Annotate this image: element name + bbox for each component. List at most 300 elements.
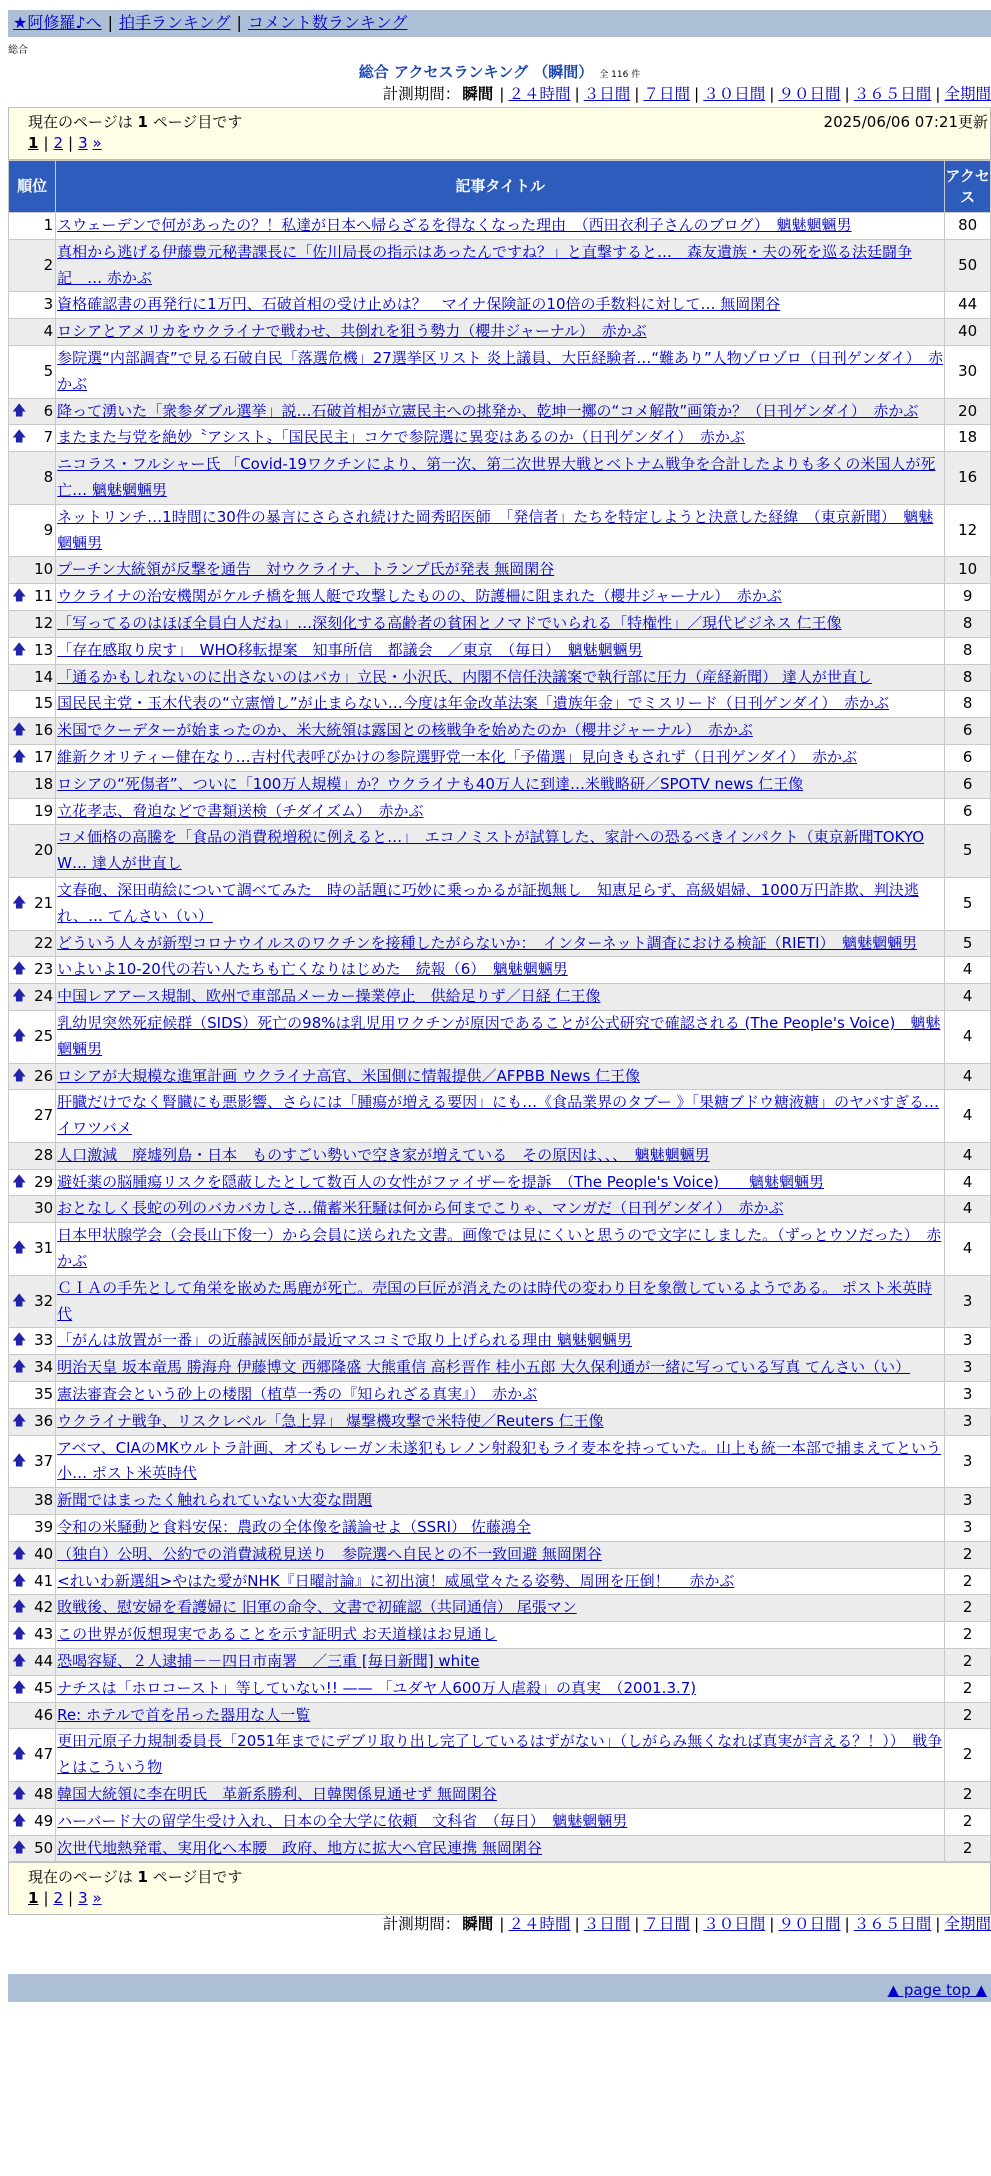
rank-number: 35 <box>34 1385 54 1404</box>
article-title-link[interactable]: 立花孝志、脅迫などで書類送検（チダイズム） 赤かぶ <box>57 801 424 820</box>
rank-up-arrow-icon: 🡅 <box>12 1292 27 1309</box>
article-title-link[interactable]: 降って湧いた「衆参ダブル選挙」説…石破首相が立憲民主への挑発か、乾坤一擲の“コメ解散”画策か？（日刊ゲンダイ） 赤かぶ <box>57 401 919 420</box>
rank-number: 48 <box>34 1785 54 1804</box>
article-title-link[interactable]: 乳幼児突然死症候群（SIDS）死亡の98%は乳児用ワクチンが原因であることが公式研究で確認される (The People's Voice) 魑魅魍魎男 <box>57 1013 941 1058</box>
rank-number: 10 <box>34 560 54 579</box>
table-row <box>9 798 991 825</box>
title-cell <box>56 877 945 930</box>
access-count: 4 <box>945 957 991 984</box>
divider: | <box>935 1915 941 1934</box>
divider: | <box>769 85 775 103</box>
rank-number: 30 <box>34 1199 54 1218</box>
page-title <box>8 63 991 85</box>
access-count: 4 <box>945 984 991 1011</box>
table-row <box>9 1649 991 1676</box>
article-title-link[interactable]: いよいよ10-20代の若い人たちも亡くなりはじめた 続報（6） 魑魅魍魎男 <box>57 960 568 979</box>
period-option[interactable]: ２４時間 <box>508 1915 571 1934</box>
rank-cell <box>9 1063 56 1090</box>
rank-cell <box>9 744 56 771</box>
article-title-link[interactable]: 新聞ではまったく触れられていない大変な問題 <box>57 1491 373 1510</box>
article-title-link[interactable]: ハーバード大の留学生受け入れ、日本の全大学に依頼 文科省 （毎日） 魑魅魍魎男 <box>57 1811 628 1830</box>
total-count: 全 116 件 <box>599 70 641 80</box>
access-count: 18 <box>945 425 991 452</box>
title-cell <box>56 930 945 957</box>
page-suffix: ページ目です <box>152 1868 243 1887</box>
pager-link[interactable]: 1 <box>28 134 39 152</box>
title-cell <box>56 1223 945 1276</box>
table-row <box>9 1595 991 1622</box>
page-prefix: 現在のページは <box>28 112 133 131</box>
title-cell <box>56 398 945 425</box>
article-title-link[interactable]: 明治天皇 坂本竜馬 勝海舟 伊藤博文 西郷隆盛 大熊重信 高杉晋作 桂小五郎 大久保利通が一緒に写っている写真 てんさい（い） <box>57 1358 911 1377</box>
table-row <box>9 1223 991 1276</box>
table-row <box>9 957 991 984</box>
title-cell <box>56 1488 945 1515</box>
rank-number: 33 <box>34 1331 54 1350</box>
home-link[interactable]: ★阿修羅♪へ <box>13 13 102 32</box>
pager-link[interactable]: 3 <box>78 134 88 152</box>
title-cell <box>56 213 945 240</box>
pager-link[interactable]: 2 <box>53 1889 64 1908</box>
article-title-link[interactable]: 「がんは放置が一番」の近藤誠医師が最近マスコミで取り上げられる理由 魑魅魍魎男 <box>57 1331 632 1350</box>
pager-link[interactable]: 3 <box>78 1889 88 1908</box>
rank-number: 18 <box>34 774 54 793</box>
table-row <box>9 1169 991 1196</box>
divider: | <box>107 13 113 32</box>
article-title-link[interactable]: ロシアとアメリカをウクライナで戦わせ、共倒れを狙う勢力（櫻井ジャーナル） 赤かぶ <box>57 322 647 341</box>
access-count: 2 <box>945 1649 991 1676</box>
rank-cell <box>9 771 56 798</box>
access-count: 3 <box>945 1435 991 1488</box>
table-row <box>9 1010 991 1063</box>
divider: | <box>499 85 505 103</box>
rank-number: 17 <box>34 747 54 766</box>
period-option[interactable]: ３日間 <box>583 85 631 103</box>
rank-up-arrow-icon: 🡅 <box>12 588 27 605</box>
comment-ranking-link[interactable]: コメント数ランキング <box>247 13 408 32</box>
divider: | <box>43 134 49 152</box>
article-title-link[interactable]: 日本甲状腺学会（会長山下俊一）から会員に送られた文書。画像では見にくいと思うので文字にしました。（ずっとウソだった） 赤かぶ <box>57 1226 942 1271</box>
article-title-link[interactable]: 米国でクーデターが始まったのか、米大統領は露国との核戦争を始めたのか（櫻井ジャーナル） 赤かぶ <box>57 721 753 740</box>
title-cell <box>56 691 945 718</box>
rank-number: 1 <box>43 216 54 234</box>
rank-up-arrow-icon: 🡅 <box>12 1240 27 1257</box>
pager-link[interactable]: 2 <box>53 134 64 152</box>
access-count: 3 <box>945 1328 991 1355</box>
rank-cell <box>9 1702 56 1729</box>
rank-number: 45 <box>34 1678 54 1697</box>
rank-number: 25 <box>34 1026 54 1045</box>
access-count: 3 <box>945 1515 991 1542</box>
article-title-link[interactable]: コメ価格の高騰を「食品の消費税増税に例えると…」 エコノミストが試算した、家計への恐るべきインパクト（東京新聞TOKYO W… 達人が世直し <box>57 828 925 873</box>
table-row <box>9 1275 991 1328</box>
title-cell <box>56 1063 945 1090</box>
table-row <box>9 1408 991 1435</box>
title-cell <box>56 1622 945 1649</box>
title-cell <box>56 1408 945 1435</box>
rank-number: 41 <box>34 1571 54 1590</box>
period-option[interactable]: ３６５日間 <box>853 85 932 103</box>
period-option[interactable]: ２４時間 <box>508 85 571 103</box>
period-option[interactable]: ３０日間 <box>703 85 766 103</box>
table-row <box>9 1515 991 1542</box>
title-cell <box>56 1196 945 1223</box>
article-title-link[interactable]: またまた与党を絶妙〝アシスト〟「国民民主」コケで参院選に異変はあるのか（日刊ゲンダイ） 赤かぶ <box>57 428 745 447</box>
period-option[interactable]: ７日間 <box>643 85 690 103</box>
period-selector-top <box>8 85 991 107</box>
table-row <box>9 1835 991 1862</box>
period-current: 瞬間 <box>462 1915 494 1934</box>
article-title-link[interactable]: 中国レアアース規制、欧州で車部品メーカー操業停止 供給足りず／日経 仁王像 <box>57 987 601 1006</box>
divider: | <box>634 1915 640 1934</box>
access-count: 40 <box>945 319 991 346</box>
access-count: 8 <box>945 610 991 637</box>
divider: | <box>574 1915 580 1934</box>
period-current: 瞬間 <box>462 85 494 103</box>
rank-up-arrow-icon: 🡅 <box>12 722 27 739</box>
article-title-link[interactable]: 避妊薬の脳腫瘍リスクを隠蔽したとして数百人の女性がファイザーを提訴 （The People's Voice) 魑魅魍魎男 <box>57 1172 825 1191</box>
ranking-table <box>8 160 991 1862</box>
article-title-link[interactable]: 人口激減 廃墟列島・日本 ものすごい勢いで空き家が増えている その原因は、、、 魑魅魍魎男 <box>57 1145 710 1164</box>
col-rank-header: 順位 <box>9 161 56 213</box>
rank-cell <box>9 1729 56 1782</box>
article-title-link[interactable]: ナチスは「ホロコースト」等していない!! —— 「ユダヤ人600万人虐殺」の真実 （2001.3.7) <box>57 1678 697 1697</box>
article-title-link[interactable]: 韓国大統領に李在明氏 革新系勝利、日韓関係見通せず 無岡閑谷 <box>57 1785 497 1804</box>
access-count: 4 <box>945 1142 991 1169</box>
period-option[interactable]: ３日間 <box>583 1915 631 1934</box>
article-title-link[interactable]: プーチン大統領が反撃を通告 対ウクライナ、トランプ氏が発表 無岡閑谷 <box>57 560 555 579</box>
divider: | <box>844 1915 850 1934</box>
rank-number: 37 <box>34 1451 54 1470</box>
rank-cell <box>9 398 56 425</box>
rank-up-arrow-icon: 🡅 <box>12 1653 27 1670</box>
article-title-link[interactable]: 資格確認書の再発行に1万円、石破首相の受け止めは？ マイナ保険証の10倍の手数料に対して… 無岡閑谷 <box>57 295 781 314</box>
rank-cell <box>9 1196 56 1223</box>
rank-cell <box>9 1595 56 1622</box>
title-cell <box>56 1328 945 1355</box>
article-title-link[interactable]: 次世代地熱発電、実用化へ本腰 政府、地方に拡大へ官民連携 無岡閑谷 <box>57 1838 542 1857</box>
pager-next-link[interactable]: » <box>92 1889 102 1908</box>
table-row <box>9 664 991 691</box>
rank-number: 20 <box>34 841 54 860</box>
article-title-link[interactable]: アベマ、CIAのMKウルトラ計画、オズもレーガン未遂犯もレノン射殺犯もライ麦本を持っていた。山上も統一本部で捕まえてという小… ポスト米英時代 <box>57 1438 942 1483</box>
access-count: 2 <box>945 1808 991 1835</box>
rank-number: 26 <box>34 1066 54 1085</box>
rank-cell <box>9 718 56 745</box>
table-row <box>9 771 991 798</box>
article-title-link[interactable]: 文春砲、深田萌絵について調べてみた 時の話題に巧妙に乗っかるが証拠無し 知恵足らず、高級娼婦、1000万円詐欺、判決逃れ、… てんさい（い） <box>57 880 919 925</box>
title-cell <box>56 1808 945 1835</box>
rank-up-arrow-icon: 🡅 <box>12 988 27 1005</box>
rank-cell <box>9 1649 56 1676</box>
rank-cell <box>9 1142 56 1169</box>
access-count: 4 <box>945 1010 991 1063</box>
access-count: 80 <box>945 213 991 240</box>
rank-up-arrow-icon: 🡅 <box>12 748 27 765</box>
article-title-link[interactable]: 参院選“内部調査”で見る石破自民「落選危機」27選挙区リスト 炎上議員、大臣経験者…“難あり”人物ゾロゾロ（日刊ゲンダイ） 赤かぶ <box>57 348 944 393</box>
title-cell <box>56 504 945 557</box>
table-row <box>9 825 991 878</box>
divider: | <box>68 1889 74 1908</box>
table-row <box>9 718 991 745</box>
article-title-link[interactable]: スウェーデンで何があったの？！私達が日本へ帰らざるを得なくなった理由 （西田衣利子さんのブログ） 魑魅魍魎男 <box>57 216 852 234</box>
category-label: 総合 <box>8 45 28 56</box>
title-cell <box>56 1382 945 1409</box>
page-suffix: ページ目です <box>152 112 243 131</box>
table-row <box>9 557 991 584</box>
pager <box>28 134 990 158</box>
rank-number: 13 <box>34 640 54 659</box>
rank-number: 28 <box>34 1145 54 1164</box>
article-title-link[interactable]: 「存在感取り戻す」 WHO移転提案 知事所信 都議会 ／東京 （毎日） 魑魅魍魎男 <box>57 640 643 659</box>
rank-cell <box>9 825 56 878</box>
access-count: 4 <box>945 1169 991 1196</box>
rank-cell <box>9 1010 56 1063</box>
rank-cell <box>9 1223 56 1276</box>
title-cell <box>56 1090 945 1143</box>
updated-timestamp: 2025/06/06 07:21更新 <box>823 112 988 131</box>
access-count: 2 <box>945 1782 991 1809</box>
table-row <box>9 452 991 505</box>
clap-ranking-link[interactable]: 拍手ランキング <box>118 13 231 32</box>
rank-number: 39 <box>34 1518 54 1537</box>
article-title-link[interactable]: ウクライナの治安機関がケルチ橋を無人艇で攻撃したものの、防護柵に阻まれた（櫻井ジャーナル） 赤かぶ <box>57 587 782 606</box>
article-title-link[interactable]: ニコラス・フルシャー氏 「Covid-19ワクチンにより、第一次、第二次世界大戦とベトナム戦争を合計したよりも多くの米国人が死亡… 魑魅魍魎男 <box>57 455 936 499</box>
rank-number: 38 <box>34 1491 54 1510</box>
rank-number: 22 <box>34 933 54 952</box>
rank-cell <box>9 504 56 557</box>
title-cell <box>56 1515 945 1542</box>
rank-number: 16 <box>34 721 54 740</box>
table-row <box>9 984 991 1011</box>
title-cell <box>56 798 945 825</box>
table-row <box>9 1675 991 1702</box>
table-row <box>9 239 991 292</box>
divider: | <box>236 13 242 32</box>
rank-up-arrow-icon: 🡅 <box>12 1452 27 1469</box>
period-label: 計測期間： <box>382 1915 461 1934</box>
title-cell <box>56 292 945 319</box>
period-option[interactable]: ３０日間 <box>703 1915 766 1934</box>
rank-number: 36 <box>34 1411 54 1430</box>
article-title-link[interactable]: <れいわ新選組>やはた愛がNHK『日曜討論』に初出演！威風堂々たる姿勢、周囲を圧倒！ 赤かぶ <box>57 1571 735 1590</box>
access-count: 5 <box>945 930 991 957</box>
title-cell <box>56 1595 945 1622</box>
rank-number: 47 <box>34 1745 54 1764</box>
table-row <box>9 1142 991 1169</box>
article-title-link[interactable]: 恐喝容疑、２人逮捕－－四日市南署 ／三重 [毎日新聞] white <box>57 1652 480 1671</box>
title-cell <box>56 345 945 398</box>
article-title-link[interactable]: 真相から逃げる伊藤豊元秘書課長に「佐川局長の指示はあったんですね？」と直撃すると… 森友遺族・夫の死を巡る法廷闘争記 … 赤かぶ <box>57 242 913 287</box>
article-title-link[interactable]: ロシアの“死傷者”、ついに「100万人規模」か？ウクライナも40万人に到達…米戦略研／SPOTV news 仁王像 <box>57 774 804 793</box>
rank-cell <box>9 319 56 346</box>
period-option[interactable]: ７日間 <box>643 1915 690 1934</box>
rank-cell <box>9 1808 56 1835</box>
access-count: 6 <box>945 744 991 771</box>
rank-number: 8 <box>43 468 54 487</box>
rank-cell <box>9 584 56 611</box>
article-title-link[interactable]: 「写ってるのはほぼ全員白人だね」…深刻化する高齢者の貧困とノマドでいられる「特権性」／現代ビジネス 仁王像 <box>57 613 842 632</box>
rank-cell <box>9 557 56 584</box>
period-option[interactable]: ９０日間 <box>778 85 841 103</box>
title-cell <box>56 425 945 452</box>
article-title-link[interactable]: 国民民主党・玉木代表の“立憲憎し”が止まらない…今度は年金改革法案「遺族年金」でミスリード（日刊ゲンダイ） 赤かぶ <box>57 694 890 713</box>
rank-number: 21 <box>34 893 54 912</box>
article-title-link[interactable]: ロシアが大規模な進軍計画 ウクライナ高官、米国側に情報提供／AFPBB News 仁王像 <box>57 1066 641 1085</box>
pager-next-link[interactable]: » <box>92 134 102 152</box>
rank-up-arrow-icon: 🡅 <box>12 1545 27 1562</box>
table-row <box>9 691 991 718</box>
rank-cell <box>9 213 56 240</box>
access-count: 5 <box>945 877 991 930</box>
table-row <box>9 425 991 452</box>
page-status-row <box>28 1865 990 1889</box>
access-count: 6 <box>945 771 991 798</box>
article-title-link[interactable]: ウクライナ戦争、リスクレベル「急上昇」 爆撃機攻撃で米特使／Reuters 仁王像 <box>57 1411 604 1430</box>
table-row <box>9 1622 991 1649</box>
table-row <box>9 744 991 771</box>
article-title-link[interactable]: どういう人々が新型コロナウイルスのワクチンを接種したがらないか： インターネット調査における検証（RIETI） 魑魅魍魎男 <box>57 933 918 952</box>
access-count: 3 <box>945 1408 991 1435</box>
rank-number: 15 <box>34 694 54 713</box>
article-title-link[interactable]: （独自）公明、公約での消費減税見送り 参院選へ自民との不一致回避 無岡閑谷 <box>57 1544 602 1563</box>
page-status <box>28 1868 242 1887</box>
rank-number: 44 <box>34 1652 54 1671</box>
access-count: 8 <box>945 637 991 664</box>
rank-cell <box>9 452 56 505</box>
rank-up-arrow-icon: 🡅 <box>12 1626 27 1643</box>
rank-up-arrow-icon: 🡅 <box>12 429 27 446</box>
rank-number: 40 <box>34 1544 54 1563</box>
rank-number: 7 <box>43 428 54 447</box>
rank-number: 6 <box>43 401 54 420</box>
rank-number: 27 <box>34 1106 54 1125</box>
access-count: 2 <box>945 1675 991 1702</box>
rank-cell <box>9 1090 56 1143</box>
rank-cell <box>9 1488 56 1515</box>
rank-cell <box>9 664 56 691</box>
access-count: 4 <box>945 1196 991 1223</box>
access-count: 4 <box>945 1090 991 1143</box>
top-nav-bar <box>8 10 991 37</box>
col-access-header: アクセス <box>945 161 991 213</box>
title-cell <box>56 1169 945 1196</box>
current-page-number: 1 <box>137 112 148 131</box>
rank-number: 34 <box>34 1358 54 1377</box>
title-cell <box>56 452 945 505</box>
table-row <box>9 1729 991 1782</box>
access-count: 50 <box>945 239 991 292</box>
article-title-link[interactable]: 敗戦後、慰安婦を看護婦に 旧軍の命令、文書で初確認（共同通信） 尾張マン <box>57 1598 577 1617</box>
period-option[interactable]: ９０日間 <box>778 1915 841 1934</box>
article-title-link[interactable]: この世界が仮想現実であることを示す証明式 お天道様はお見通し <box>57 1625 497 1644</box>
page-prefix: 現在のページは <box>28 1868 133 1887</box>
title-cell <box>56 1568 945 1595</box>
rank-number: 19 <box>34 801 54 820</box>
rank-number: 9 <box>43 520 54 539</box>
rank-cell <box>9 1408 56 1435</box>
divider: | <box>769 1915 775 1934</box>
access-count: 10 <box>945 557 991 584</box>
article-title-link[interactable]: ネットリンチ…1時間に30件の暴言にさらされ続けた岡秀昭医師 「発信者」たちを特定しようと決意した経緯 （東京新聞） 魑魅魍魎男 <box>57 507 934 552</box>
table-row <box>9 1090 991 1143</box>
page-top-link[interactable]: ▲ page top ▲ <box>887 1981 987 2000</box>
rank-cell <box>9 610 56 637</box>
current-page-number: 1 <box>137 1868 148 1887</box>
rank-cell <box>9 1328 56 1355</box>
rank-number: 43 <box>34 1625 54 1644</box>
access-count: 6 <box>945 718 991 745</box>
period-label: 計測期間： <box>382 85 461 103</box>
pager <box>28 1889 990 1913</box>
rank-up-arrow-icon: 🡅 <box>12 1839 27 1856</box>
divider: | <box>499 1915 505 1934</box>
table-row <box>9 319 991 346</box>
pager-link[interactable]: 1 <box>28 1889 39 1908</box>
rank-number: 31 <box>34 1239 54 1258</box>
access-count: 30 <box>945 345 991 398</box>
divider: | <box>935 85 941 103</box>
title-cell <box>56 718 945 745</box>
article-title-link[interactable]: 維新クオリティー健在なり…吉村代表呼びかけの参院選野党一本化「予備選」見向きもされず（日刊ゲンダイ） 赤かぶ <box>57 747 857 766</box>
page-status <box>28 113 242 132</box>
rank-number: 11 <box>34 587 54 606</box>
period-option[interactable]: 全期間 <box>944 85 991 103</box>
access-count: 2 <box>945 1835 991 1862</box>
title-cell <box>56 1649 945 1676</box>
rank-cell <box>9 1382 56 1409</box>
article-title-link[interactable]: 令和の米騒動と食料安保：農政の全体像を議論せよ（SSRI） 佐藤鴻全 <box>57 1518 531 1537</box>
rank-up-arrow-icon: 🡅 <box>12 1746 27 1763</box>
title-cell <box>56 1275 945 1328</box>
article-title-link[interactable]: 更田元原子力規制委員長「2051年までにデブリ取り出し完了しているはずがない」（しがらみ無くなれば真実が言える？！）） 戦争とはこういう物 <box>57 1732 943 1777</box>
title-cell <box>56 1729 945 1782</box>
rank-up-arrow-icon: 🡅 <box>12 641 27 658</box>
divider: | <box>634 85 640 103</box>
rank-number: 46 <box>34 1705 54 1724</box>
access-count: 12 <box>945 504 991 557</box>
divider: | <box>844 85 850 103</box>
table-row <box>9 637 991 664</box>
article-title-link[interactable]: おとなしく長蛇の列のバカバカしさ…備蓄米狂騒は何から何までこりゃ、マンガだ（日刊ゲンダイ） 赤かぶ <box>57 1199 784 1218</box>
table-row <box>9 1702 991 1729</box>
rank-cell <box>9 877 56 930</box>
article-title-link[interactable]: Re: ホテルで首を吊った器用な人一覧 <box>57 1705 311 1724</box>
period-selector-bottom <box>8 1915 991 1937</box>
rank-up-arrow-icon: 🡅 <box>12 1067 27 1084</box>
rank-number: 3 <box>43 295 54 314</box>
period-option[interactable]: 全期間 <box>944 1915 991 1934</box>
article-title-link[interactable]: ＣＩＡの手先として角栄を嵌めた馬鹿が死亡。売国の巨匠が消えたのは時代の変わり目を象徴しているようである。 ポスト米英時代 <box>57 1278 932 1323</box>
title-cell <box>56 744 945 771</box>
rank-number: 49 <box>34 1811 54 1830</box>
bottom-bar <box>8 1974 991 2002</box>
article-title-link[interactable]: 「通るかもしれないのに出さないのはバカ」立民・小沢氏、内閣不信任決議案で執行部に圧力（産経新聞） 達人が世直し <box>57 667 872 686</box>
rank-up-arrow-icon: 🡅 <box>12 961 27 978</box>
title-cell <box>56 1142 945 1169</box>
article-title-link[interactable]: 肝臓だけでなく腎臓にも悪影響、さらには「腫瘍が増える要因」にも…《食品業界のタブー 》「果糖ブドウ糖液糖」のヤバすぎる… イワツバメ <box>57 1093 939 1138</box>
title-cell <box>56 1435 945 1488</box>
rank-cell <box>9 798 56 825</box>
article-title-link[interactable]: 憲法審査会という砂上の楼閣（植草一秀の『知られざる真実』） 赤かぶ <box>57 1385 538 1404</box>
access-count: 2 <box>945 1541 991 1568</box>
title-cell <box>56 1010 945 1063</box>
rank-number: 14 <box>34 667 54 686</box>
rank-cell <box>9 425 56 452</box>
period-option[interactable]: ３６５日間 <box>853 1915 932 1934</box>
page-status-row <box>28 110 990 134</box>
access-count: 2 <box>945 1622 991 1649</box>
